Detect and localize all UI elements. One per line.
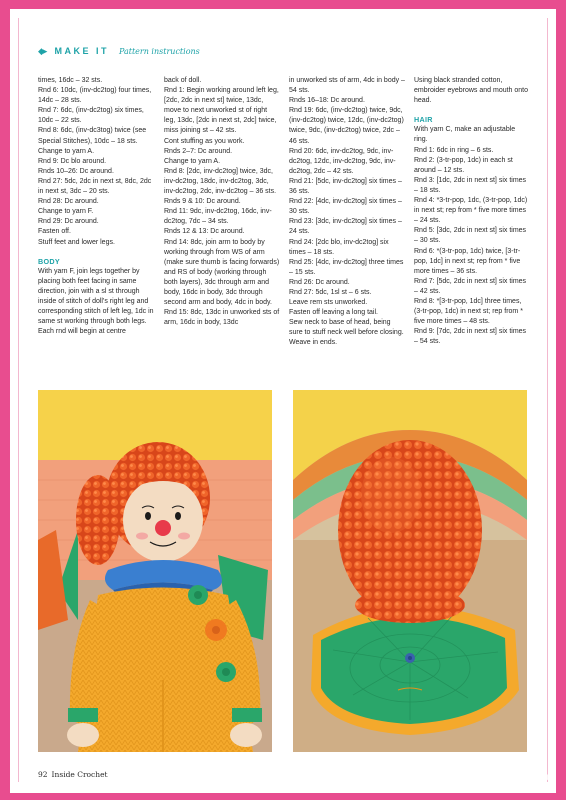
- section-heading-body: BODY: [38, 256, 60, 266]
- page-footer: [38, 770, 108, 779]
- arrows-icon: ◆▸: [38, 45, 46, 56]
- page-border-top: [0, 0, 566, 9]
- column-1: [38, 76, 154, 337]
- pattern-text-legs: times, 16dc – 32 sts. Rnd 6: 10dc, (inv-dc2tog) four times, 14dc – 28 sts. Rnd 7: 6dc, (inv-dc2tog) six times, 10dc – 22 sts. Rnd 8: 6dc, (inv-dc3tog) twice (see Special Stitches), 10dc – 18 sts. Change to yarn A. Rnd 9: Dc blo around. Rnds 10–26: Dc around. Rnd 27: 5dc, 2dc in next st, 8dc, 2dc in next st, 3dc – 20 sts. Rnd 28: Dc around. Change to yarn F. Rnd 29: Dc around. Fasten off. Stuff feet and lower legs.: [38, 77, 152, 246]
- magazine-name: Inside Crochet: [51, 770, 108, 779]
- pattern-text-body-cont: in unworked sts of arm, 4dc in body – 54 sts. Rnds 16–18: Dc around. Rnd 19: 6dc, (inv-dc2tog) twice, 9dc, (inv-dc2tog) twice, 12dc, (inv-dc2tog) twice, 9dc, (inv-dc2tog) twice, 2dc – 46 sts. Rnd 20: 6dc, inv-dc2tog, 9dc, inv-dc2tog, 12dc, inv-dc2tog, 9dc, inv-dc2tog, 2dc – 42 sts. Rnd 21: [5dc, inv-dc2tog] six times – 36 sts. Rnd 22: [4dc, inv-dc2tog] six times – 30 sts. Rnd 23: [3dc, inv-dc2tog] six times – 24 sts. Rnd 24: [2dc blo, inv-dc2tog] six times – 18 sts. Rnd 25: [4dc, inv-dc2tog] three times – 15 sts. Rnd 26: Dc around. Rnd 27: 5dc, 1sl st – 6 sts. Leave rem sts unworked. Fasten off leaving a long tail. Sew neck to base of head, being sure to stuff neck well before closing. Weave in ends.: [289, 77, 405, 347]
- section-heading-hair: HAIR: [414, 115, 433, 125]
- clown-doll-back-photo: [293, 390, 527, 752]
- pattern-text-embroidery: Using black stranded cotton, embroider eyebrows and mouth onto head.: [414, 77, 529, 105]
- page-border-bottom: [0, 793, 566, 800]
- header-subtitle: Pattern instructions: [118, 46, 200, 56]
- section-header: [38, 44, 200, 58]
- watermark: PassionForum.ru: [472, 772, 552, 783]
- inner-edge-line-left: [18, 18, 19, 782]
- pattern-columns: [38, 76, 528, 376]
- clown-front-illustration: [38, 390, 272, 752]
- clown-back-illustration: [293, 390, 527, 752]
- column-4: [414, 76, 530, 347]
- pattern-text-hair: With yarn C, make an adjustable ring. Rnd 1: 6dc in ring – 6 sts. Rnd 2: (3-tr-pop, 1dc) in each st around – 12 sts. Rnd 3: [1dc, 2dc in next st] six times – 18 sts. Rnd 4: *3-tr-pop, 1dc, (3-tr-pop, 1dc) in next st; rep from * five more times – 24 sts. Rnd 5: [3dc, 2dc in next st] six times – 30 sts. Rnd 6: *(3-tr-pop, 1dc) twice, [3-tr-pop, 1dc] in next st; rep from * five more times – 36 sts. Rnd 7: [5dc, 2dc in next st] six times – 42 sts. Rnd 8: *[3-tr-pop, 1dc] three times, (3-tr-pop, 1dc) in next st; rep from * five more times – 48 sts. Rnd 9: [7dc, 2dc in next st] six times – 54 sts.: [414, 126, 528, 346]
- column-3: [289, 76, 405, 349]
- page-border-left: [0, 0, 10, 800]
- column-2: [164, 76, 280, 328]
- inner-edge-line-right: [547, 18, 548, 782]
- page-border-right: [556, 0, 566, 800]
- clown-doll-front-photo: [38, 390, 272, 752]
- pattern-text-body-intro: With yarn F, join legs together by placing both feet facing in same direction, join with a sl st through inside of stitch of doll's right leg and corresponding stitch of left leg, 1dc in same st working through both legs. Each rnd will begin at centre: [38, 267, 154, 336]
- header-title: MAKE IT: [54, 46, 109, 56]
- page-number: 92: [38, 770, 48, 779]
- pattern-text-body: back of doll. Rnd 1: Begin working around left leg, [2dc, 2dc in next st] twice, 13dc, move to next unworked st of right leg, 13dc, [2dc in next st, 2dc] twice, miss joining st – 42 sts. Cont stuffing as you work. Rnds 2–7: Dc around. Change to yarn A. Rnd 8: [2dc, inv-dc2tog] twice, 3dc, inv-dc2tog, 18dc, inv-dc2tog, 3dc, inv-dc2tog, 2dc, inv-dc2tog – 36 sts. Rnds 9 & 10: Dc around. Rnd 11: 9dc, inv-dc2tog, 16dc, inv-dc2tog, 7dc – 34 sts. Rnds 12 & 13: Dc around. Rnd 14: 8dc, join arm to body by working through from WS of arm (make sure thumb is facing forwards) and RS of body (working through both layers), 3dc through arm and body, 16dc in body, 3dc through second arm and body, 4dc in body. Rnd 15: 8dc, 13dc in unworked sts of arm, 16dc in body, 13dc: [164, 77, 280, 327]
